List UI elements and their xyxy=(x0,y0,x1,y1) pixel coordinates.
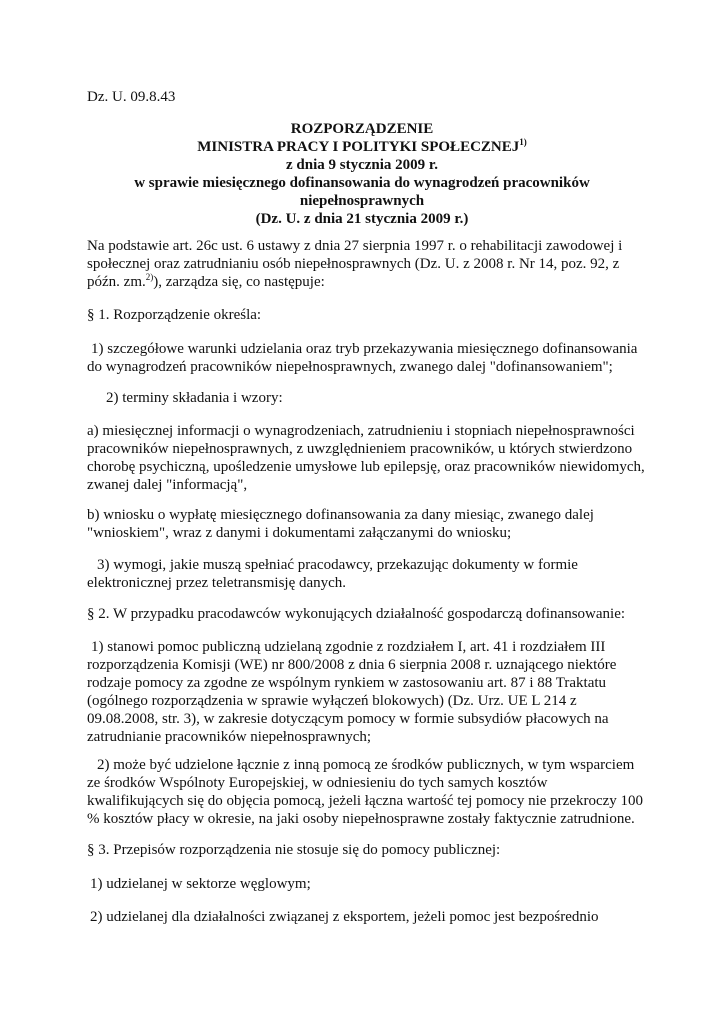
title-line-3: z dnia 9 stycznia 2009 r. xyxy=(286,157,438,173)
title-ministry: MINISTRA PRACY I POLITYKI SPOŁECZNEJ xyxy=(197,139,520,155)
title-line-2 xyxy=(87,138,637,156)
document-title xyxy=(87,120,637,228)
par2-item-1: 1) stanowi pomoc publiczną udzielaną zgodnie z rozdziałem I, art. 41 i rozdziałem III rozporządzenia Komisji (WE) nr 800/2008 z dnia 6 sierpnia 2008 r. uznającego niektóre rodzaje pomocy za zgodne ze wspólnym rynkiem w zastosowaniu art. 87 i 88 Traktatu (ogólnego rozporządzenia w sprawie wyłączeń blokowych) (Dz. Urz. UE L 214 z 09.08.2008, str. 3), w zakresie dotyczącym pomocy w formie subsydiów płacowych na zatrudnianie pracowników niepełnosprawnych; xyxy=(87,639,617,745)
preamble-tail: ), zarządza się, co następuje: xyxy=(153,274,325,290)
par2-heading: § 2. W przypadku pracodawców wykonujących działalność gospodarczą dofinansowanie: xyxy=(87,606,626,622)
par3-item-2: 2) udzielanej dla działalności związanej z eksportem, jeżeli pomoc jest bezpośrednio xyxy=(90,909,599,925)
title-line-5: niepełnosprawnych xyxy=(299,193,425,209)
par1-heading: § 1. Rozporządzenie określa: xyxy=(87,307,262,323)
par1-item-3: 3) wymogi, jakie muszą spełniać pracodawcy, przekazując dokumenty w formie elektronicznej przez teletransmisję danych. xyxy=(87,557,578,591)
par1-item-2: 2) terminy składania i wzory: xyxy=(106,390,283,406)
footnote-ref-2: 2) xyxy=(145,272,154,282)
par3-heading: § 3. Przepisów rozporządzenia nie stosuje się do pomocy publicznej: xyxy=(87,842,501,858)
title-line-4: w sprawie miesięcznego dofinansowania do wynagrodzeń pracowników xyxy=(134,175,590,191)
par3-item-1: 1) udzielanej w sektorze węglowym; xyxy=(90,876,311,892)
footnote-ref-1: 1) xyxy=(519,137,527,147)
par2-item-2: 2) może być udzielone łącznie z inną pomocą ze środków publicznych, w tym wsparciem ze środków Wspólnoty Europejskiej, w odniesieniu do tych samych kosztów kwalifikujących się do objęcia pomocą, jeżeli łączna wartość tej pomocy nie przekroczy 100 % kosztów płacy w okresie, na jaki osoby niepełnosprawne zostały faktycznie zatrudnione. xyxy=(87,757,644,827)
title-line-1: ROZPORZĄDZENIE xyxy=(290,121,434,137)
title-line-6: (Dz. U. z dnia 21 stycznia 2009 r.) xyxy=(255,211,469,227)
par1-item-1: 1) szczegółowe warunki udzielania oraz tryb przekazywania miesięcznego dofinansowania do wynagrodzeń pracowników niepełnosprawnych, zwanego dalej "dofinansowaniem"; xyxy=(87,341,638,375)
preamble xyxy=(87,237,647,291)
par1-item-2a: a) miesięcznej informacji o wynagrodzeniach, zatrudnieniu i stopniach niepełnosprawności pracowników niepełnosprawnych, z uwzględnieniem pracowników, u których stwierdzono chorobę psychiczną, upośledzenie umysłowe lub epilepsję, oraz pracowników niewidomych, zwanej dalej "informacją", xyxy=(87,423,645,493)
journal-reference: Dz. U. 09.8.43 xyxy=(87,89,176,105)
preamble-text: Na podstawie art. 26c ust. 6 ustawy z dnia 27 sierpnia 1997 r. o rehabilitacji zawodowej i społecznej oraz zatrudnianiu osób niepełnosprawnych (Dz. U. z 2008 r. Nr 14, poz. 92, z późn. zm. xyxy=(87,238,623,290)
par1-item-2b: b) wniosku o wypłatę miesięcznego dofinansowania za dany miesiąc, zwanego dalej "wnioskiem", wraz z danymi i dokumentami załączanymi do wniosku; xyxy=(87,507,594,541)
